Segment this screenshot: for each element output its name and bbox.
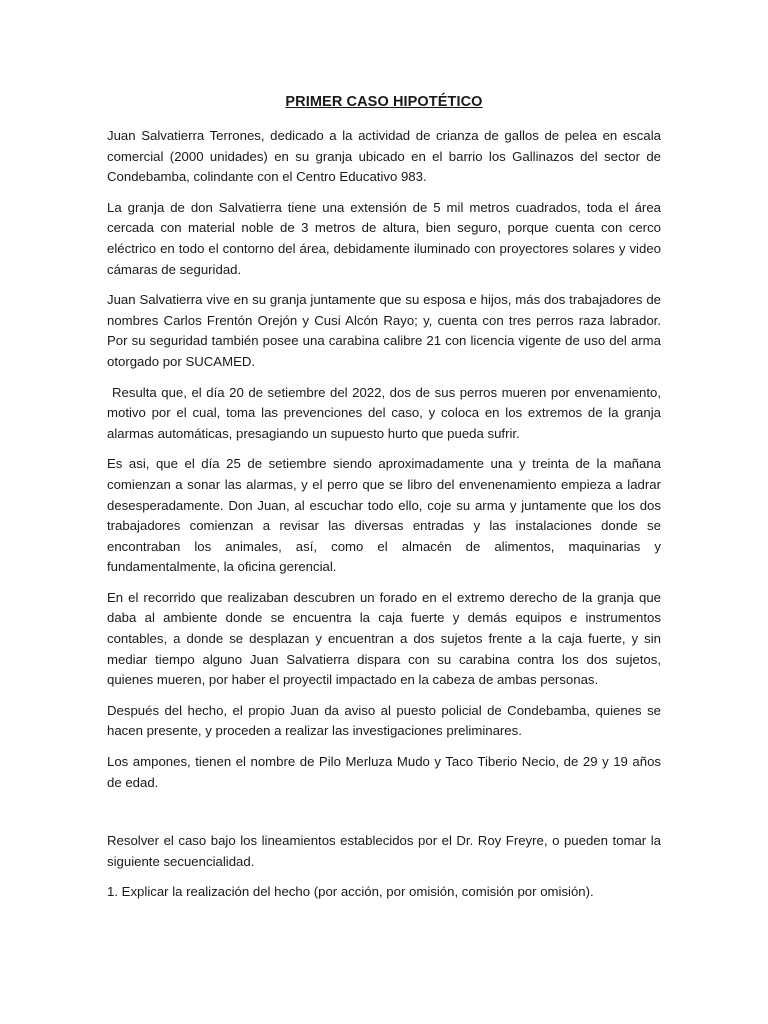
paragraph-2: La granja de don Salvatierra tiene una extensión de 5 mil metros cuadrados, toda el área cercada con material noble de 3 metros de altura, bien seguro, porque cuenta con cerco eléctrico en todo el contorno del área, debidamente iluminado con proyectores solares y video cámaras de seguridad. [107,199,661,277]
document-title: PRIMER CASO HIPOTÉTICO [285,94,483,110]
paragraph-6: En el recorrido que realizaban descubren un forado en el extremo derecho de la granja que daba al ambiente donde se encuentra la caja fuerte y demás equipos e instrumentos contables, a donde se desplazan y encuentran a dos sujetos frente a la caja fuerte, y sin mediar tiempo alguno Juan Salvatierra dispara con su carabina contra los dos sujetos, quienes mueren, por haber el proyectil impactado en la cabeza de ambas personas. [107,589,661,688]
instruction-item-1: 1. Explicar la realización del hecho (por acción, por omisión, comisión por omisión). [107,884,594,900]
paragraph-8: Los ampones, tienen el nombre de Pilo Merluza Mudo y Taco Tiberio Necio, de 29 y 19 años de edad. [107,754,661,790]
paragraph-3: Juan Salvatierra vive en su granja juntamente que su esposa e hijos, más dos trabajadores de nombres Carlos Frentón Orejón y Cusi Alcón Rayo; y, cuenta con tres perros raza labrador. Por su seguridad también posee una carabina calibre 21 con licencia vigente de uso del arma otorgado por SUCAMED. [107,292,661,369]
paragraph-7: Después del hecho, el propio Juan da aviso al puesto policial de Condebamba, quienes se hacen presente, y proceden a realizar las investigaciones preliminares. [107,702,661,739]
instruction-paragraph: Resolver el caso bajo los lineamientos establecidos por el Dr. Roy Freyre, o pueden tomar la siguiente secuencialidad. [107,833,661,869]
paragraph-5: Es asi, que el día 25 de setiembre siendo aproximadamente una y treinta de la mañana comienzan a sonar las alarmas, y el perro que se libro del envenenamiento empieza a ladrar desesperadamente. Don Juan, al escuchar todo ello, coje su arma y juntamente que los dos trabajadores comienzan a revisar las diversas entradas y las instalaciones donde se encontraban los animales, así, como el almacén de alimentos, maquinarias y fundamentalmente, la oficina gerencial. [107,456,661,575]
paragraph-4: Resulta que, el día 20 de setiembre del 2022, dos de sus perros mueren por envenamiento, motivo por el cual, toma las prevenciones del caso, y coloca en los extremos de la granja alarmas automáticas, presagiando un supuesto hurto que pueda sufrir. [107,384,661,441]
document-body [107,126,661,913]
paragraph-1: Juan Salvatierra Terrones, dedicado a la actividad de crianza de gallos de pelea en escala comercial (2000 unidades) en su granja ubicado en el barrio los Gallinazos del sector de Condebamba, colindante con el Centro Educativo 983. [107,128,661,185]
